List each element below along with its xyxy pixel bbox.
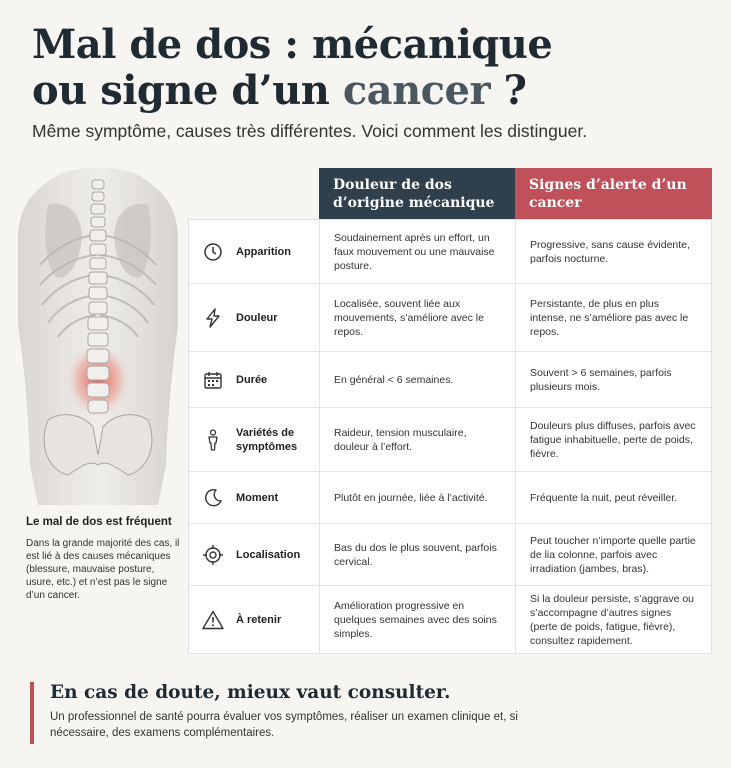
column-header-mechanical: Douleur de dos d’origine mécanique (319, 168, 515, 219)
row-label-cell (189, 408, 320, 471)
table-body (188, 219, 712, 654)
cancer-cell: Peut toucher n’importe quelle partie de lia colonne, parfois avec irradiation (jambes, bras). (530, 534, 696, 575)
row-label: Localisation (236, 548, 301, 561)
row-label: Douleur (236, 311, 278, 324)
row-label: Variétés de symptômes (236, 426, 298, 453)
title-accent-word: cancer (342, 67, 491, 114)
warning-icon (202, 609, 224, 631)
callout-body: Un professionnel de santé pourra évaluer vos symptômes, réaliser un examen clinique et, si nécessaire, des examens complémentaires. (50, 711, 518, 739)
title-line-1: Mal de dos : mécanique (32, 21, 553, 68)
row-label: Durée (236, 373, 268, 386)
figure-caption-title: Le mal de dos est fréquent (26, 516, 172, 528)
table-row (189, 524, 711, 586)
table-row (189, 586, 711, 654)
callout-accent-bar (30, 682, 34, 744)
mechanical-cell: Bas du dos le plus souvent, parfois cervical. (320, 524, 516, 585)
table-row (189, 408, 711, 472)
lightning-icon (202, 307, 224, 329)
row-label: Moment (236, 491, 279, 504)
table-row (189, 284, 711, 352)
mechanical-cell: En général < 6 semaines. (320, 352, 516, 407)
column-header-cancer: Signes d’alerte d’un cancer (515, 168, 712, 219)
spine-illustration-svg (18, 165, 178, 505)
callout-title: En cas de doute, mieux vaut consulter. (50, 682, 451, 703)
figure-caption-body: Dans la grande majorité des cas, il est lié à des causes mécaniques (blessure, mauvaise posture, usure, etc.) et n’est pas le signe d’un cancer. (26, 538, 180, 601)
row-label-cell (189, 472, 320, 523)
title-line-2-post: ? (490, 67, 527, 114)
row-label: Apparition (236, 245, 291, 258)
table-row (189, 352, 711, 408)
cancer-cell: Si la douleur persiste, s’aggrave ou s’accompagne d’autres signes (perte de poids, fatigue, fièvre), consultez rapidement. (530, 593, 695, 647)
cancer-cell: Fréquente la nuit, peut réveiller. (530, 491, 678, 504)
comparison-table (188, 168, 712, 654)
calendar-icon (202, 369, 224, 391)
table-row (189, 472, 711, 524)
row-label-cell (189, 586, 320, 654)
mechanical-cell: Soudainement après un effort, un faux mouvement ou une mauvaise posture. (320, 220, 516, 283)
table-row (189, 220, 711, 284)
person-icon (202, 429, 224, 451)
cancer-cell: Persistante, de plus en plus intense, ne s’améliore pas avec le repos. (530, 297, 689, 338)
mechanical-cell: Amélioration progressive en quelques semaines avec des soins simples. (320, 586, 516, 654)
row-label: À retenir (236, 614, 282, 626)
row-label-cell (189, 284, 320, 351)
moon-icon (202, 487, 224, 509)
row-label-cell (189, 524, 320, 585)
row-label-cell (189, 220, 320, 283)
row-label-cell (189, 352, 320, 407)
cancer-cell: Douleurs plus diffuses, parfois avec fatigue inhabituelle, perte de poids, fièvre. (530, 419, 696, 460)
spine-illustration (18, 165, 178, 505)
title-line-2-pre: ou signe d’un (32, 67, 343, 114)
cancer-cell: Souvent > 6 semaines, parfois plusieurs mois. (530, 366, 672, 393)
target-icon (202, 544, 224, 566)
mechanical-cell: Localisée, souvent liée aux mouvements, s’améliore avec le repos. (320, 284, 516, 351)
mechanical-cell: Plutôt en journée, liée à l’activité. (320, 472, 516, 523)
page-subtitle: Même symptôme, causes très différentes. Voici comment les distinguer. (32, 121, 588, 141)
mechanical-cell: Raideur, tension musculaire, douleur à l’effort. (320, 408, 516, 471)
page-title (32, 22, 712, 114)
title-line-2 (32, 68, 712, 114)
cancer-cell: Progressive, sans cause évidente, parfois nocturne. (530, 238, 690, 265)
clock-icon (202, 241, 224, 263)
